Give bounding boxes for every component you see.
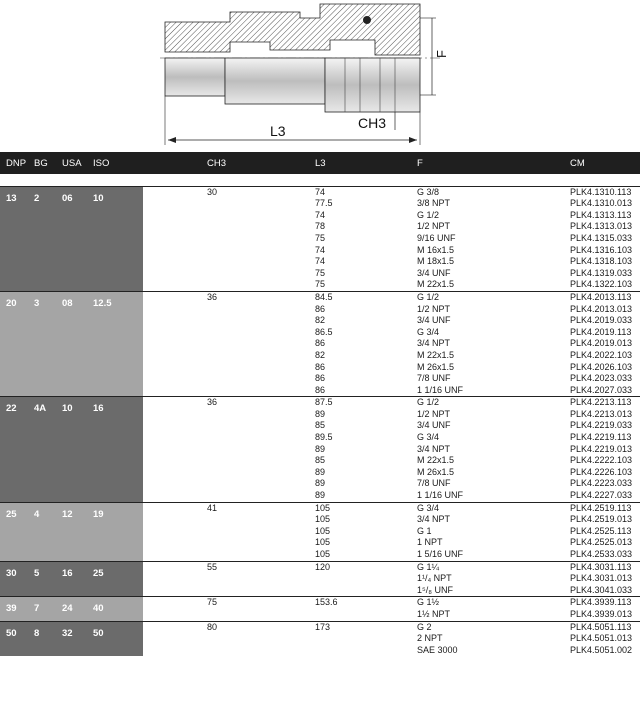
cell-l3: 153.6 (315, 597, 417, 609)
table-row (0, 597, 640, 609)
cell-cm: PLK4.2219.033 (570, 420, 633, 431)
cell-l3: 75 (315, 267, 326, 278)
cell-bg: 3 (30, 291, 58, 396)
cell-f: 1½ NPT (417, 608, 451, 619)
cell-bg: 2 (30, 186, 58, 291)
cell-l3: 74 (315, 209, 326, 220)
cell-f: 2 NPT (417, 633, 443, 644)
cell-cm: PLK4.2013.013 (570, 303, 633, 314)
cell-bg: 8 (30, 621, 58, 656)
cell-f: M 18x1.5 (417, 256, 455, 267)
cell-dnp: 50 (0, 621, 30, 656)
cell-f: 3/4 NPT (417, 443, 451, 454)
cell-iso: 50 (88, 621, 143, 656)
cell-l3: 74 (315, 256, 326, 267)
cell-l3: 86 (315, 373, 326, 384)
cell-cm: PLK4.5051.013 (570, 633, 633, 644)
cell-l3: 173 (315, 621, 417, 633)
cell-l3: 74 (315, 244, 326, 255)
cell-f: G 1¼ (417, 561, 555, 573)
cell-l3: 78 (315, 221, 326, 232)
cell-f: M 22x1.5 (417, 349, 455, 360)
cell-cm: PLK4.2027.033 (570, 384, 633, 395)
o-ring (363, 16, 371, 24)
cell-bg: 5 (30, 561, 58, 597)
table-header-row (0, 152, 640, 174)
cell-cm: PLK4.1313.113 (570, 209, 632, 220)
cell-f: M 22x1.5 (417, 279, 455, 290)
cell-cm: PLK4.5051.002 (570, 644, 633, 655)
cell-cm: PLK4.3031.013 (570, 573, 633, 584)
table-row (0, 621, 640, 633)
cell-f: G 3/8 (417, 186, 555, 198)
cell-cm: PLK4.1313.013 (570, 221, 633, 232)
cell-ch3: 36 (143, 397, 315, 502)
header-cm: CM (555, 152, 640, 174)
cell-f: G 2 (417, 621, 555, 633)
table-row (0, 397, 640, 409)
cell-cm: PLK4.5051.113 (555, 621, 640, 633)
header-bg: BG (30, 152, 58, 174)
cell-f: M 26x1.5 (417, 361, 455, 372)
cell-l3: 120 (315, 561, 417, 573)
cell-f: 7/8 UNF (417, 478, 451, 489)
cell-cm: PLK4.2213.013 (570, 408, 633, 419)
cell-cm: PLK4.2222.103 (570, 455, 633, 466)
cell-iso: 10 (88, 186, 143, 291)
cell-l3: 105 (315, 525, 331, 536)
cell-f: 1/2 NPT (417, 408, 451, 419)
cell-f: G 3/4 (417, 326, 440, 337)
cell-l3: 89 (315, 478, 326, 489)
cell-l3: 84.5 (315, 291, 417, 303)
cell-l3: 85 (315, 455, 326, 466)
cell-f: 1 1/16 UNF (417, 490, 464, 501)
cell-l3: 89 (315, 466, 326, 477)
cell-cm: PLK4.2022.103 (570, 349, 633, 360)
cell-cm: PLK4.3031.113 (555, 561, 640, 573)
cell-l3: 77.5 (315, 198, 333, 209)
cell-cm: PLK4.1319.033 (570, 267, 633, 278)
cell-iso: 19 (88, 502, 143, 561)
cell-f: 3/4 UNF (417, 315, 451, 326)
cell-usa: 10 (58, 397, 88, 502)
cell-iso: 25 (88, 561, 143, 597)
cell-cm: PLK4.1315.033 (570, 232, 633, 243)
cell-l3: 86 (315, 384, 326, 395)
cell-cm: PLK4.2219.013 (570, 443, 633, 454)
cell-l3: 75 (315, 232, 326, 243)
cell-cm: PLK4.2519.013 (570, 514, 633, 525)
cell-f: 1/2 NPT (417, 221, 451, 232)
cell-cm: PLK4.2019.113 (570, 326, 632, 337)
cell-f: 3/4 UNF (417, 267, 451, 278)
cell-dnp: 39 (0, 597, 30, 621)
cell-f: G 1 (417, 525, 432, 536)
cell-l3: 86 (315, 361, 326, 372)
cell-l3: 82 (315, 349, 326, 360)
nut-body (325, 58, 420, 112)
cell-bg: 7 (30, 597, 58, 621)
cell-cm: PLK4.2525.013 (570, 537, 633, 548)
dimension-ch3-label: CH3 (358, 115, 387, 131)
cell-l3: 89 (315, 443, 326, 454)
cell-bg: 4A (30, 397, 58, 502)
cell-l3: 89.5 (315, 432, 333, 443)
cell-dnp: 25 (0, 502, 30, 561)
header-ch3: CH3 (143, 152, 315, 174)
header-dnp: DNP (0, 152, 30, 174)
cell-cm: PLK4.2026.103 (570, 361, 633, 372)
cell-l3: 89 (315, 408, 326, 419)
cell-l3: 86.5 (315, 326, 333, 337)
header-usa: USA (58, 152, 88, 174)
cell-cm: PLK4.3939.113 (555, 597, 640, 609)
plug-body (165, 58, 225, 96)
cell-f: G 3/4 (417, 502, 555, 514)
cell-l3: 82 (315, 315, 326, 326)
cell-l3: 89 (315, 490, 326, 501)
cell-ch3: 55 (143, 561, 315, 597)
table-row (0, 291, 640, 303)
cell-f: G 1/2 (417, 209, 440, 220)
cell-f: 1 NPT (417, 537, 443, 548)
cell-f: M 16x1.5 (417, 244, 455, 255)
coupling-specification-table (0, 152, 640, 656)
cell-f: G 3/4 (417, 432, 440, 443)
cell-cm: PLK4.2226.103 (570, 466, 633, 477)
cell-f: 1 5/16 UNF (417, 549, 464, 559)
cell-cm: PLK4.2213.113 (555, 397, 640, 409)
cell-cm: PLK4.2019.033 (570, 315, 633, 326)
cell-ch3: 75 (143, 597, 315, 621)
cell-l3 (315, 573, 417, 585)
cell-f: 3/4 NPT (417, 514, 451, 525)
cell-f: 1¹/₄ NPT (417, 573, 452, 584)
sleeve-body (225, 58, 325, 104)
cell-f: 1/2 NPT (417, 303, 451, 314)
cell-cm: PLK4.2023.033 (570, 373, 633, 384)
table-row (0, 502, 640, 514)
cell-f: 1⁵/₈ UNF (417, 584, 453, 595)
cell-dnp: 30 (0, 561, 30, 597)
cell-f: 1 1/16 UNF (417, 384, 464, 395)
cell-ch3: 41 (143, 502, 315, 561)
header-l3: L3 (315, 152, 417, 174)
cell-l3: 86 (315, 303, 326, 314)
cell-cm: PLK4.3041.033 (570, 584, 633, 595)
header-f: F (417, 152, 555, 174)
cell-ch3: 36 (143, 291, 315, 396)
section-hatch (165, 4, 420, 55)
cell-f: 9/16 UNF (417, 232, 456, 243)
cell-f: SAE 3000 (417, 644, 458, 655)
cell-usa: 12 (58, 502, 88, 561)
cell-f: G 1/2 (417, 291, 555, 303)
cell-cm: PLK4.1310.013 (570, 198, 633, 209)
cell-f: 7/8 UNF (417, 373, 451, 384)
cell-cm: PLK4.1310.113 (555, 186, 640, 198)
dimension-l3-label: L3 (270, 123, 286, 139)
cell-l3: 105 (315, 549, 331, 559)
cell-l3: 74 (315, 186, 417, 198)
cell-ch3: 30 (143, 186, 315, 291)
cell-usa: 32 (58, 621, 88, 656)
cell-l3 (315, 609, 417, 621)
cell-cm: PLK4.1322.103 (570, 279, 633, 290)
cell-l3 (315, 585, 417, 597)
cell-l3: 86 (315, 338, 326, 349)
cell-f: 3/4 UNF (417, 420, 451, 431)
header-iso: ISO (88, 152, 143, 174)
cell-cm: PLK4.1316.103 (570, 244, 633, 255)
dimension-f-label: F (434, 50, 449, 58)
cell-l3: 105 (315, 514, 331, 525)
cell-ch3: 80 (143, 621, 315, 656)
cell-f: G 1/2 (417, 397, 555, 409)
cell-dnp: 22 (0, 397, 30, 502)
cell-l3: 87.5 (315, 397, 417, 409)
cell-cm: PLK4.2219.113 (570, 432, 632, 443)
table-row (0, 186, 640, 198)
cell-usa: 24 (58, 597, 88, 621)
cell-cm: PLK4.2013.113 (555, 291, 640, 303)
cell-l3 (315, 633, 417, 645)
table-row (0, 561, 640, 573)
cell-iso: 12.5 (88, 291, 143, 396)
cell-cm: PLK4.2533.033 (570, 549, 633, 559)
cell-l3 (315, 645, 417, 657)
cell-iso: 16 (88, 397, 143, 502)
cell-cm: PLK4.2519.113 (555, 502, 640, 514)
cell-l3: 105 (315, 537, 331, 548)
cell-f: 3/4 NPT (417, 338, 451, 349)
cell-f: G 1½ (417, 597, 555, 609)
cell-usa: 08 (58, 291, 88, 396)
cell-dnp: 13 (0, 186, 30, 291)
cell-f: M 22x1.5 (417, 455, 455, 466)
cell-cm: PLK4.2019.013 (570, 338, 633, 349)
cell-cm: PLK4.1318.103 (570, 256, 633, 267)
cell-cm: PLK4.3939.013 (570, 608, 633, 619)
cell-cm: PLK4.2223.033 (570, 478, 633, 489)
cell-usa: 16 (58, 561, 88, 597)
coupling-cross-section-drawing (0, 0, 640, 150)
cell-f: 3/8 NPT (417, 198, 451, 209)
cell-usa: 06 (58, 186, 88, 291)
cell-iso: 40 (88, 597, 143, 621)
cell-l3: 105 (315, 502, 417, 514)
cell-l3: 85 (315, 420, 326, 431)
cell-bg: 4 (30, 502, 58, 561)
cell-cm: PLK4.2227.033 (570, 490, 633, 501)
cell-dnp: 20 (0, 291, 30, 396)
cell-f: M 26x1.5 (417, 466, 455, 477)
cell-cm: PLK4.2525.113 (570, 525, 632, 536)
cell-l3: 75 (315, 279, 326, 290)
